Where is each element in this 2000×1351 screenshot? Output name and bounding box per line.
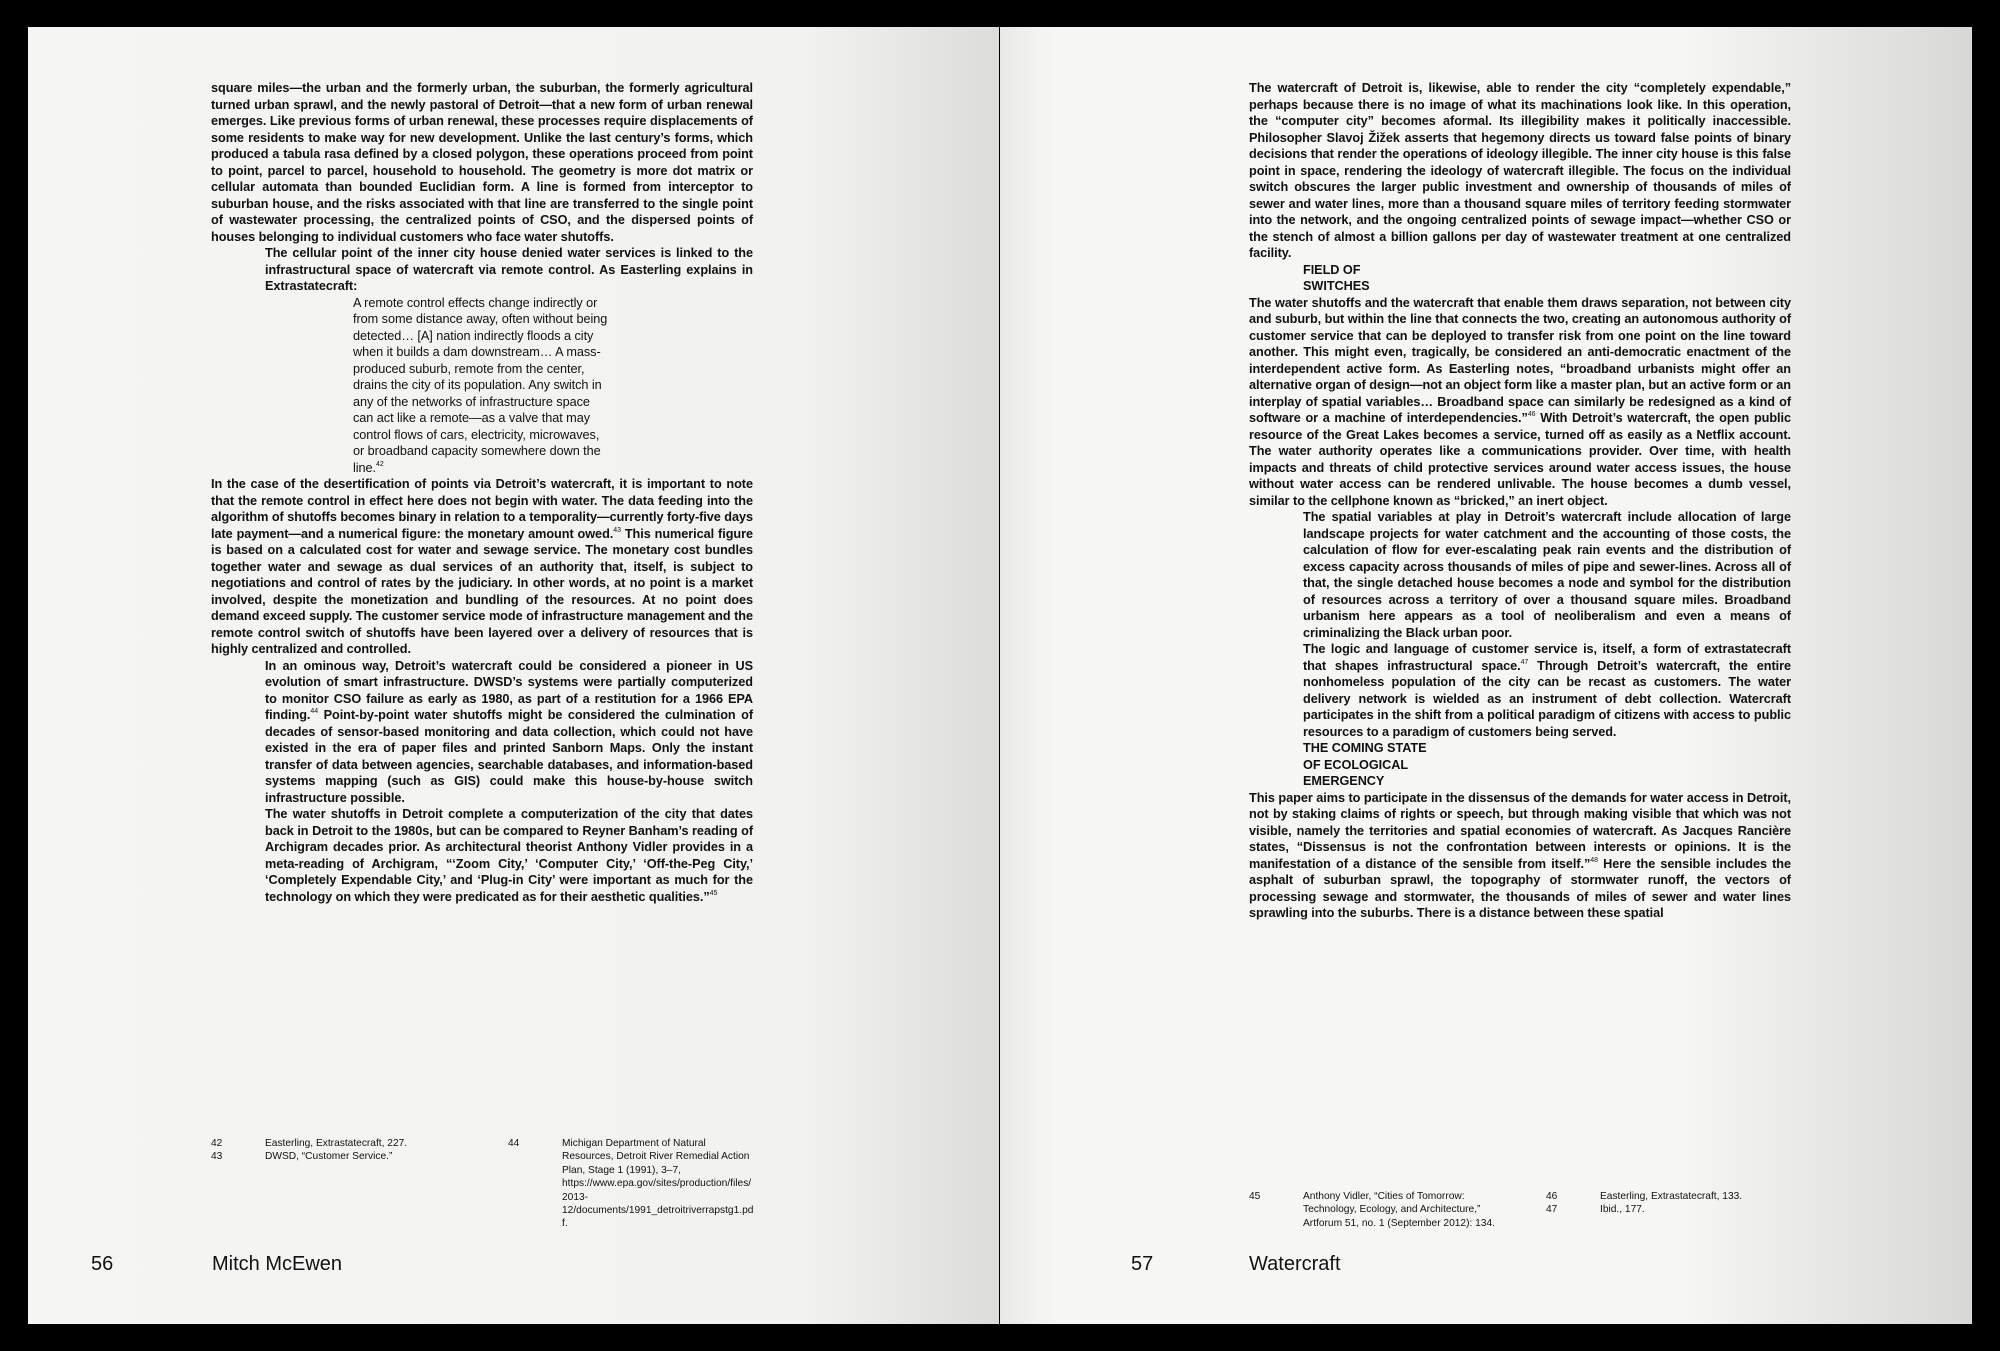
- left-paragraph-2: The cellular point of the inner city house denied water services is linked to the infrastructural space of watercraft via remote control. As Easterling explains in Extrastatecraft:: [265, 246, 753, 293]
- left-blockquote: A remote control effects change indirectly or from some distance away, often without being detected… [A] nation indirectly floods a city when it builds a dam downstream… A mass-produced suburb, remote from the center, drains the city of its population. Any switch in any of the networks of infrastructure space can act like a remote—as a valve that may control flows of cars, electricity, microwaves, or broadband capacity somewhere down the line.$^{42}$: [353, 295, 608, 475]
- right-paragraph-2: The water shutoffs and the watercraft that enable them draws separation, not between city and suburb, but within the line that connects the two, creating an autonomous authority of customer service that can be deployed to transfer risk from one point on the line toward another. This might even, tragically, be considered an anti-democratic enactment of the interdependent active form. As Easterling notes, “broadband urbanists might offer an alternative organ of design—not an object form like a master plan, but an active form or an interplay of spatial variables… Broadband space can similarly be redesigned as a kind of software or a machine of interdependencies.”$^{46}$ With Detroit’s watercraft, the open public resource of the Great Lakes becomes a service, turned off as easily as a Netflix account. The water authority operates like a communications provider. Over time, with health impacts and threats of child protective services around water access issues, the house without water access can be rendered unlivable. The house becomes a dumb vessel, similar to the cellphone known as “bricked,” an inert object.: [1249, 295, 1791, 508]
- page-number: 56: [91, 1253, 114, 1275]
- left-body-text: [211, 80, 753, 905]
- right-body-text: [1249, 80, 1791, 922]
- running-head-title: Watercraft: [1249, 1253, 1341, 1275]
- footnote-ref-44: 44: [310, 708, 319, 715]
- left-paragraph-3: In the case of the desertification of points via Detroit’s watercraft, it is important to note that the remote control in effect here does not begin with water. The data feeding into the algorithm of shutoffs becomes binary in relation to a temporality—currently forty-five days late payment—and a numerical figure: the monetary amount owed.$^{43}$ This numerical figure is based on a calculated cost for water and sewage service. The monetary cost bundles together water and sewage as dual services of an authority that, itself, is subject to negotiations and control of rates by the judiciary. In other words, at no point is a market involved, despite the monetization and bundling of the resources. At no point does demand exceed supply. The customer service mode of infrastructure management and the remote control switch of shutoffs have been layered over a delivery of resources that is highly centralized and controlled.: [211, 477, 753, 656]
- footnote-ref-48: 48: [1590, 856, 1598, 864]
- right-paragraph-4: The logic and language of customer service is, itself, a form of extrastatecraft that shapes infrastructural space.$^{47}$ Through Detroit’s watercraft, the entire nonhomeless population of the city can be recast as customers. The water delivery network is wielded as an instrument of debt collection. Watercraft participates in the shift from a political paradigm of citizens with access to public resources to a paradigm of customers being served.: [1303, 642, 1791, 739]
- section-heading-coming-state: THE COMING STATE OF ECOLOGICAL EMERGENCY: [1303, 741, 1427, 788]
- footnote-ref-42: 42: [376, 460, 384, 468]
- left-paragraph-4: In an ominous way, Detroit’s watercraft could be considered a pioneer in US evolution of smart infrastructure. DWSD’s systems were partially computerized to monitor CSO failure as early as 1980, as part of a restitution for a 1966 EPA finding.$^{44}$ Point-by-point water shutoffs might be considered the culmination of decades of sensor-based monitoring and data collection, which could not have existed in the era of paper files and printed Sanborn Maps. Only the instant transfer of data between agencies, searchable databases, and information-based systems mapping (such as GIS) could make this house-by-house switch infrastructure possible.: [265, 658, 753, 805]
- footnote-ref-45: 45: [709, 889, 718, 897]
- left-page: square miles—the urban and the formerly urban, the suburban, the formerly agricultural turned urban sprawl, and the newly pastoral of Detroit—that a new form of urban renewal emerges. Like previous forms of urban renewal, these processes require displacements of some residents to make way for new development. Unlike the last century’s forms, which produced a tabula rasa defined by a closed polygon, these operations proceed from point to point, parcel to parcel, household to household. The geometry is more dot matrix or cellular automata than bounded Euclidian form. A line is formed from interceptor to suburban house, and the risks associated with that line are transferred to the single point of wastewater processing, the centralized points of CSO, and the dispersed points of houses belonging to individual customers who face water shutoffs. The cellular point of the inner city house denied water services is linked to the infrastructural space of watercraft via remote control. As Easterling explains in Extrastatecraft: A remote control effects change indirectly or from some distance away, often without being detected… [A] nation indirectly floods a city when it builds a dam downstream… A mass-produced suburb, remote from the center, drains the city of its population. Any switch in any of the networks of infrastructure space can act like a remote—as a valve that may control flows of cars, electricity, microwaves, or broadband capacity somewhere down the line.$^{42}$ In the case of the desertification of points via Detroit’s watercraft, it is important to note that the remote control in effect here does not begin with water. The data feeding into the algorithm of shutoffs becomes binary in relation to a temporality—currently forty-five days late payment—and a numerical figure: the monetary amount owed.$^{43}$ This numerical figure is based on a calculated cost for water and sewage service. The monetary cost bundles together water and sewage as dual services of an authority that, itself, is subject to negotiations and control of rates by the judiciary. In other words, at no point is a market involved, despite the monetization and bundling of the resources. At no point does demand exceed supply. The customer service mode of infrastructure management and the remote control switch of shutoffs have been layered over a delivery of resources that is highly centralized and controlled. In an ominous way, Detroit’s watercraft could be considered a pioneer in US evolution of smart infrastructure. DWSD’s systems were partially computerized to monitor CSO failure as early as 1980, as part of a restitution for a 1966 EPA finding.$^{44}$ Point-by-point water shutoffs might be considered the culmination of decades of sensor-based monitoring and data collection, which could not have existed in the era of paper files and printed Sanborn Maps. Only the instant transfer of data between agencies, searchable databases, and information-based systems mapping (such as GIS) could make this house-by-house switch infrastructure possible. The water shutoffs in Detroit complete a computerization of the city that dates back in Detroit to the 1980s, but can be compared to Reyner Banham’s reading of Archigram decades prior. As architectural theorist Anthony Vidler provides in a meta-reading of Archigram, “‘Zoom City,’ ‘Computer City,’ ‘Off-the-Peg City,’ ‘Completely Expendable City,’ and ‘Plug-in City’ were important as much for the technology on which they were predicated as for their aesthetic qualities.”$^{45}$ 42 Easterling, Extrastatecraft, 227. 43 DWSD, “Customer Service.” 44 Michigan Department of Natural Resources, Detroit River Remedial Action Plan, Stage 1 (1991), 3–7, https://www.epa.gov/sites/production/files/2013-12/documents/1991_detroitriverrapstg1.pdf. 56 Mitch McEwen: [28, 27, 999, 1324]
- page-number: 57: [1131, 1253, 1154, 1275]
- section-heading-field-of-switches: FIELD OF SWITCHES: [1303, 262, 1370, 293]
- right-paragraph-3: The spatial variables at play in Detroit’s watercraft include allocation of large landscape projects for water catchment and the accounting of those costs, the calculation of flow for ever-escalating peak rain events and the distribution of excess capacity across thousands of miles of pipe and sewer-lines. Across all of that, the single detached house becomes a node and symbol for the distribution of resources across a territory of over a thousand square miles. Broadband urbanism here appears as a tool of neoliberalism and even a means of criminalizing the Black urban poor.: [1303, 510, 1791, 640]
- right-page: The watercraft of Detroit is, likewise, able to render the city “completely expendable,” perhaps because there is no image of what its machinations look like. In this operation, the “computer city” becomes aformal. Its illegibility makes it politically inaccessible. Philosopher Slavoj Žižek asserts that hegemony directs us toward false points of binary decisions that render the operations of ideology illegible. The inner city house is this false point in space, rendering the ideology of watercraft illegible. The focus on the individual switch obscures the larger public investment and ownership of thousands of miles of sewer and water lines, more than a thousand square miles of territory feeding stormwater into the network, and the ongoing centralized points of sewage impact—whether CSO or the stench of almost a billion gallons per day of wastewater treatment at one centralized facility. FIELD OF SWITCHES The water shutoffs and the watercraft that enable them draws separation, not between city and suburb, but within the line that connects the two, creating an autonomous authority of customer service that can be deployed to transfer risk from one point on the line toward another. This might even, tragically, be considered an anti-democratic enactment of the interdependent active form. As Easterling notes, “broadband urbanists might offer an alternative organ of design—not an object form like a master plan, but an active form or an interplay of spatial variables… Broadband space can similarly be redesigned as a kind of software or a machine of interdependencies.”$^{46}$ With Detroit’s watercraft, the open public resource of the Great Lakes becomes a service, turned off as easily as a Netflix account. The water authority operates like a communications provider. Over time, with health impacts and threats of child protective services around water access issues, the house without water access can be rendered unlivable. The house becomes a dumb vessel, similar to the cellphone known as “bricked,” an inert object. The spatial variables at play in Detroit’s watercraft include allocation of large landscape projects for water catchment and the accounting of those costs, the calculation of flow for ever-escalating peak rain events and the distribution of excess capacity across thousands of miles of pipe and sewer-lines. Across all of that, the single detached house becomes a node and symbol for the distribution of resources across a territory of over a thousand square miles. Broadband urbanism here appears as a tool of neoliberalism and even a means of criminalizing the Black urban poor. The logic and language of customer service is, itself, a form of extrastatecraft that shapes infrastructural space.$^{47}$ Through Detroit’s watercraft, the entire nonhomeless population of the city can be recast as customers. The water delivery network is wielded as an instrument of debt collection. Watercraft participates in the shift from a political paradigm of citizens with access to public resources to a paradigm of customers being served. THE COMING STATE OF ECOLOGICAL EMERGENCY This paper aims to participate in the dissensus of the demands for water access in Detroit, not by staking claims of rights or speech, but through making visible that which was not visible, namely the territories and spatial economies of watercraft. As Jacques Rancière states, “Dissensus is not the confrontation between interests or opinions. It is the manifestation of a distance of the sensible from itself.”$^{48}$ Here the sensible includes the asphalt of suburban sprawl, the topography of stormwater runoff, the vectors of processing sewage and stormwater, the thousands of miles of sewer and water lines sprawling into the suburbs. There is a distance between these spatial 45 Anthony Vidler, “Cities of Tomorrow: Technology, Ecology, and Architecture,” Artforum 51, no. 1 (September 2012): 134. 46 Easterling, Extrastatecraft, 133. 47 Ibid., 177. 57 Watercraft: [1000, 27, 1972, 1324]
- right-paragraph-5: This paper aims to participate in the dissensus of the demands for water access in Detroit, not by staking claims of rights or speech, but through making visible that which was not visible, namely the territories and spatial economies of watercraft. As Jacques Rancière states, “Dissensus is not the confrontation between interests or opinions. It is the manifestation of a distance of the sensible from itself.”$^{48}$ Here the sensible includes the asphalt of suburban sprawl, the topography of stormwater runoff, the vectors of processing sewage and stormwater, the thousands of miles of sewer and water lines sprawling into the suburbs. There is a distance between these spatial: [1249, 790, 1792, 920]
- running-head-author: Mitch McEwen: [212, 1253, 343, 1275]
- left-paragraph-5: The water shutoffs in Detroit complete a computerization of the city that dates back in Detroit to the 1980s, but can be compared to Reyner Banham’s reading of Archigram decades prior. As architectural theorist Anthony Vidler provides in a meta-reading of Archigram, “‘Zoom City,’ ‘Computer City,’ ‘Off-the-Peg City,’ ‘Completely Expendable City,’ and ‘Plug-in City’ were important as much for the technology on which they were predicated as for their aesthetic qualities.”$^{45}$: [265, 807, 753, 904]
- footnote-ref-43: 43: [613, 526, 621, 534]
- footnote-ref-47: 47: [1520, 658, 1529, 666]
- right-paragraph-1: The watercraft of Detroit is, likewise, able to render the city “completely expendable,” perhaps because there is no image of what its machinations look like. In this operation, the “computer city” becomes aformal. Its illegibility makes it politically inaccessible. Philosopher Slavoj Žižek asserts that hegemony directs us toward false points of binary decisions that render the operations of ideology illegible. The inner city house is this false point in space, rendering the ideology of watercraft illegible. The focus on the individual switch obscures the larger public investment and ownership of thousands of miles of sewer and water lines, more than a thousand square miles of territory feeding stormwater into the network, and the ongoing centralized points of sewage impact—whether CSO or the stench of almost a billion gallons per day of wastewater treatment at one centralized facility.: [1249, 81, 1791, 260]
- footnote-ref-46: 46: [1527, 411, 1536, 418]
- left-paragraph-1: square miles—the urban and the formerly urban, the suburban, the formerly agricultural turned urban sprawl, and the newly pastoral of Detroit—that a new form of urban renewal emerges. Like previous forms of urban renewal, these processes require displacements of some residents to make way for new development. Unlike the last century’s forms, which produced a tabula rasa defined by a closed polygon, these operations proceed from point to point, parcel to parcel, household to household. The geometry is more dot matrix or cellular automata than bounded Euclidian form. A line is formed from interceptor to suburban house, and the risks associated with that line are transferred to the single point of wastewater processing, the centralized points of CSO, and the dispersed points of houses belonging to individual customers who face water shutoffs.: [211, 81, 753, 244]
